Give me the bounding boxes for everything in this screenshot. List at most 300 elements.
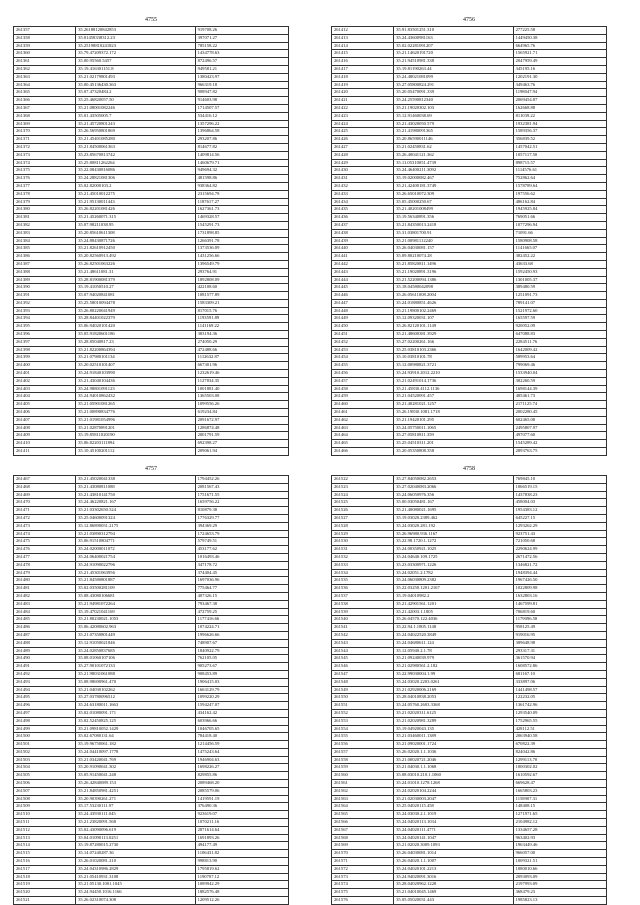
code-cell: 35.21.48611081.31 (76, 268, 195, 276)
code-cell: 35.23.03300971.1226 (394, 561, 513, 569)
code-cell: 35.91.83501251.310 (394, 27, 513, 35)
id-cell: 261385 (14, 245, 76, 253)
table-row (332, 377, 607, 385)
id-cell: 261542 (332, 631, 394, 639)
table-row (332, 787, 607, 795)
code-cell: 35.21.02179801493 (76, 73, 195, 81)
value-cell: 1193591.89 (195, 315, 288, 323)
code-cell: 35.24.91090022796 (76, 561, 195, 569)
table-row (14, 206, 289, 214)
value-cell: 1080010.66 (513, 865, 606, 873)
page-panel-3 (13, 463, 289, 905)
code-cell: 35.21.01981054996 (76, 416, 195, 424)
table-row (332, 670, 607, 678)
code-cell: 35.21.03890312794 (76, 530, 195, 538)
code-cell: 35.21.00890834776 (76, 409, 195, 417)
value-cell: 1698226.27 (195, 764, 288, 772)
id-cell: 261501 (14, 741, 76, 749)
value-cell: 1589356.37 (513, 128, 606, 136)
code-cell: 35.19.04920043.135 (394, 725, 513, 733)
table-row (332, 58, 607, 66)
table-row (332, 702, 607, 710)
id-cell: 261570 (332, 850, 394, 858)
table-row (332, 577, 607, 585)
page-panel-4 (331, 463, 607, 905)
table-row (332, 323, 607, 331)
value-cell: 2495807.97 (513, 424, 606, 432)
value-cell: 1946904.63 (195, 756, 288, 764)
value-cell: 664965.76 (513, 42, 606, 50)
code-cell: 35.22.03250.1201.2167 (394, 585, 513, 593)
code-cell: 35.25.04600091324 (76, 514, 195, 522)
id-cell: 261524 (332, 491, 394, 499)
id-cell: 261560 (332, 772, 394, 780)
id-cell: 261393 (14, 307, 76, 315)
code-cell: 35.00.03050481.167 (394, 499, 513, 507)
table-row (332, 764, 607, 772)
code-cell: 35.21.02020.3009.1093 (394, 842, 513, 850)
id-cell: 261545 (332, 655, 394, 663)
id-cell: 261568 (332, 834, 394, 842)
value-cell: 2081567.43 (195, 483, 288, 491)
value-cell: 1985823.13 (513, 897, 606, 905)
table-row (14, 27, 289, 35)
id-cell: 261428 (332, 151, 394, 159)
table-row (14, 811, 289, 819)
code-cell: 35.21.02870891201 (76, 424, 195, 432)
id-cell: 261380 (14, 206, 76, 214)
value-cell: 1932381.94 (513, 120, 606, 128)
code-cell: 35.24.48021081099 (394, 73, 513, 81)
table-row (14, 514, 289, 522)
id-cell: 261453 (332, 346, 394, 354)
id-cell: 261450 (332, 323, 394, 331)
code-cell: 35.21.80230021.1053 (76, 616, 195, 624)
table-row (14, 624, 289, 632)
value-cell: 345195.16 (513, 65, 606, 73)
table-row (14, 198, 289, 206)
id-cell: 261479 (14, 569, 76, 577)
value-cell: 645227.15 (513, 514, 606, 522)
code-cell: 35.24.94450.1016.1166 (76, 889, 195, 897)
id-cell: 261471 (14, 507, 76, 515)
value-cell: 481598.86 (195, 175, 288, 183)
value-cell: 428112.51 (513, 725, 606, 733)
code-cell: 35.24.05760.2603.3368 (394, 702, 513, 710)
value-cell: 998813.90 (195, 858, 288, 866)
code-cell: 35.24.25590812340 (394, 97, 513, 105)
value-cell: 1691893.26 (195, 834, 288, 842)
value-cell: 148408.15 (513, 803, 606, 811)
table-row (332, 89, 607, 97)
value-cell: 914603.98 (195, 97, 288, 105)
value-cell: 619234.84 (195, 409, 288, 417)
table-row (332, 733, 607, 741)
id-cell: 261486 (14, 624, 76, 632)
table-row (14, 34, 289, 42)
value-cell: 1127834.35 (195, 377, 288, 385)
table-row (14, 522, 289, 530)
code-cell: 35.24.04020113.1034 (394, 819, 513, 827)
value-cell: 389480.59 (513, 284, 606, 292)
value-cell: 938364.82 (195, 182, 288, 190)
id-cell: 261459 (332, 393, 394, 401)
table-row (332, 34, 607, 42)
value-cell: 958125.49 (513, 624, 606, 632)
table-row (14, 409, 289, 417)
table-row (332, 276, 607, 284)
value-cell: 1419591.19 (195, 795, 288, 803)
table-row (14, 748, 289, 756)
value-cell: 333897.06 (513, 678, 606, 686)
code-cell: 35.21.82610912450 (76, 245, 195, 253)
id-cell: 261525 (332, 499, 394, 507)
table-row (332, 530, 607, 538)
table-row (14, 323, 289, 331)
value-cell: 382452.22 (513, 253, 606, 261)
value-cell: 1578789.64 (513, 182, 606, 190)
value-cell: 1882576.48 (195, 889, 288, 897)
code-cell: 35.21.85820811.1496 (394, 260, 513, 268)
table-row (332, 819, 607, 827)
value-cell: 1795819.62 (195, 865, 288, 873)
id-cell: 261413 (332, 34, 394, 42)
table-row (332, 483, 607, 491)
id-cell: 261518 (14, 873, 76, 881)
id-cell: 261423 (332, 112, 394, 120)
code-cell: 35.26.82201081426 (76, 206, 195, 214)
code-cell: 35.21.05130.1001.1045 (76, 881, 195, 889)
table-row (14, 89, 289, 97)
id-cell: 261437 (332, 221, 394, 229)
code-cell: 35.24.28821081306 (76, 175, 195, 183)
code-cell: 35.08.01060107106 (76, 655, 195, 663)
id-cell: 261439 (332, 237, 394, 245)
value-cell: 2893763.75 (513, 448, 606, 456)
code-cell: 35.21.42400181.3749 (394, 182, 513, 190)
code-cell: 35.24.04680611.124 (394, 639, 513, 647)
id-cell: 261432 (332, 182, 394, 190)
value-cell: 603966.66 (195, 717, 288, 725)
id-cell: 261410 (14, 440, 76, 448)
table-row (332, 772, 607, 780)
id-cell: 261400 (14, 362, 76, 370)
code-cell: 35.04.01090113.0251 (76, 834, 195, 842)
value-cell: 1697036.96 (195, 577, 288, 585)
table-row (14, 772, 289, 780)
value-cell: 1583309.21 (195, 299, 288, 307)
table-row (14, 631, 289, 639)
table-row (14, 432, 289, 440)
id-cell: 261431 (332, 175, 394, 183)
table-row (14, 151, 289, 159)
id-cell: 261544 (332, 647, 394, 655)
table-row (14, 561, 289, 569)
value-cell: 669628.47 (513, 780, 606, 788)
value-cell: 908947.82 (195, 89, 288, 97)
value-cell: 919708.26 (195, 27, 288, 35)
id-cell: 261483 (14, 600, 76, 608)
table-row (14, 717, 289, 725)
code-cell: 35.07.94020841081 (76, 292, 195, 300)
id-cell: 261361 (14, 58, 76, 66)
table-row (14, 670, 289, 678)
id-cell: 261477 (14, 553, 76, 561)
value-cell: 1467599.81 (513, 600, 606, 608)
id-cell: 261490 (14, 655, 76, 663)
id-cell: 261445 (332, 284, 394, 292)
id-cell: 261365 (14, 89, 76, 97)
value-cell: 1460679.71 (195, 159, 288, 167)
id-cell: 261429 (332, 159, 394, 167)
value-cell: 1066519.15 (513, 483, 606, 491)
code-cell: 35.24.05750011.1065 (394, 424, 513, 432)
id-cell: 261409 (14, 432, 76, 440)
code-cell: 35.21.04520091.457 (394, 393, 513, 401)
table-row (14, 167, 289, 175)
id-cell: 261407 (14, 416, 76, 424)
code-cell: 35.21.09020001.1724 (394, 741, 513, 749)
code-cell: 35.12.05940.2.1.78 (394, 647, 513, 655)
id-cell: 261460 (332, 401, 394, 409)
value-cell: 1099220.29 (195, 694, 288, 702)
table-row (332, 143, 607, 151)
table-row (14, 331, 289, 339)
code-cell: 35.19.96750061.182 (76, 741, 195, 749)
value-cell: 1954383.12 (513, 507, 606, 515)
table-row (14, 440, 289, 448)
table-row (14, 865, 289, 873)
code-cell: 35.21.03420041.769 (76, 756, 195, 764)
value-cell: 197556.62 (513, 190, 606, 198)
code-cell: 35.21.45260071.315 (76, 214, 195, 222)
table-row (14, 377, 289, 385)
code-cell: 35.24.01880851.4626 (394, 299, 513, 307)
value-cell: 397071.27 (195, 34, 288, 42)
code-cell: 35.05.05020031.443 (394, 897, 513, 905)
value-cell: 762105.05 (195, 655, 288, 663)
id-cell: 261391 (14, 292, 76, 300)
value-cell: 905273.67 (195, 663, 288, 671)
id-cell: 261446 (332, 292, 394, 300)
code-cell: 35.24.06030809.2382 (394, 577, 513, 585)
id-cell: 261535 (332, 577, 394, 585)
value-cell: 817015.76 (195, 307, 288, 315)
code-cell: 35.21.45010012275 (76, 190, 195, 198)
id-cell: 261472 (14, 514, 76, 522)
code-cell: 35.22.08430816086 (76, 167, 195, 175)
value-cell: 1441498.57 (513, 686, 606, 694)
id-cell: 261420 (332, 89, 394, 97)
id-cell: 261448 (332, 307, 394, 315)
value-cell: 349463.76 (513, 81, 606, 89)
id-cell: 261455 (332, 362, 394, 370)
table-row (332, 97, 607, 105)
table-row (332, 889, 607, 897)
value-cell: 721050.68 (513, 538, 606, 546)
code-cell: 35.21.41980091365 (394, 128, 513, 136)
table-row (332, 694, 607, 702)
table-row (332, 104, 607, 112)
id-cell: 261362 (14, 65, 76, 73)
code-cell: 35.21.45020041338 (76, 476, 195, 484)
id-cell: 261498 (14, 717, 76, 725)
id-cell: 261438 (332, 229, 394, 237)
table-row (14, 245, 289, 253)
code-cell: 35.21.05410931.3108 (76, 873, 195, 881)
table-row (332, 440, 607, 448)
value-cell: 2290624.99 (513, 546, 606, 554)
table-row (14, 530, 289, 538)
id-cell: 261372 (14, 143, 76, 151)
code-cell: 35.07.47320484.2 (76, 89, 195, 97)
id-cell: 261405 (14, 401, 76, 409)
value-cell: 2315694.78 (195, 190, 288, 198)
code-cell: 35.26.19830.1081.1718 (394, 409, 513, 417)
code-cell: 35.24.04022520.3849 (394, 631, 513, 639)
value-cell: 1016493.46 (195, 553, 288, 561)
code-cell: 35.21.40080021.1695 (394, 507, 513, 515)
id-cell: 261530 (332, 538, 394, 546)
table-row (332, 362, 607, 370)
code-cell: 35.28.81900081379 (76, 276, 195, 284)
id-cell: 261375 (14, 167, 76, 175)
table-row (14, 756, 289, 764)
table-row (14, 237, 289, 245)
code-cell: 35.24.03030.2.1.1019 (394, 811, 513, 819)
code-cell: 35.02.02281091207 (394, 42, 513, 50)
code-cell: 35.21.02980561.2.182 (394, 663, 513, 671)
value-cell: 1141169.22 (195, 323, 288, 331)
value-cell: 799069.46 (513, 362, 606, 370)
code-cell: 35.24.02850837685 (76, 647, 195, 655)
code-cell: 35.12.09320031.107 (394, 315, 513, 323)
table-row (332, 507, 607, 515)
table-row (14, 346, 289, 354)
value-cell: 1396864.58 (195, 128, 288, 136)
table-row (332, 647, 607, 655)
table-row (14, 268, 289, 276)
table-row (14, 370, 289, 378)
id-cell: 261500 (14, 733, 76, 741)
code-cell: 35.24.03020.281.192 (394, 522, 513, 530)
value-cell: 389648.98 (513, 639, 606, 647)
code-cell: 35.19.03020.2389.462 (394, 514, 513, 522)
id-cell: 261536 (332, 585, 394, 593)
value-cell: 472488.66 (195, 346, 288, 354)
code-cell: 35.00.95560.5457 (76, 58, 195, 66)
value-cell: 1001881.40 (195, 385, 288, 393)
table-row (14, 639, 289, 647)
value-cell: 43633.68 (513, 260, 606, 268)
table-row (332, 409, 607, 417)
table-row (14, 424, 289, 432)
table-row (14, 112, 289, 120)
value-cell: 775464.77 (195, 585, 288, 593)
id-cell: 261417 (332, 65, 394, 73)
id-cell: 261463 (332, 424, 394, 432)
page-panel-2 (331, 14, 607, 456)
id-cell: 261509 (14, 803, 76, 811)
code-cell: 35.21.42003.1.1805 (394, 608, 513, 616)
value-cell: 647088.83 (513, 331, 606, 339)
id-cell: 261474 (14, 530, 76, 538)
value-cell: 1301005.37 (513, 276, 606, 284)
code-cell: 35.21.09810052.1429 (76, 725, 195, 733)
code-cell: 35.21.14620191720 (394, 50, 513, 58)
code-cell: 35.27.02040083.2066 (394, 483, 513, 491)
code-cell: 35.26188120842853 (76, 27, 195, 35)
table-row (14, 120, 289, 128)
table-row (14, 42, 289, 50)
value-cell: 407326.15 (195, 592, 288, 600)
code-cell: 35.26.05611008.2004 (394, 292, 513, 300)
code-cell: 35.11.05310051.4739 (394, 159, 513, 167)
id-cell: 261443 (332, 268, 394, 276)
value-cell: 422108.60 (195, 284, 288, 292)
code-cell: 35.26.04030081.1014 (394, 850, 513, 858)
code-cell: 35.09.80210074.28 (394, 253, 513, 261)
value-cell: 1545289.42 (513, 440, 606, 448)
table-row (14, 553, 289, 561)
value-cell: 1594247.07 (195, 702, 288, 710)
table-row (332, 850, 607, 858)
value-cell: 1521972.60 (513, 307, 606, 315)
value-cell: 2091672.97 (195, 416, 288, 424)
code-cell: 35.25.03810103.2366 (394, 346, 513, 354)
code-cell: 35.24.02000011072 (76, 546, 195, 554)
value-cell: 1396549.79 (195, 260, 288, 268)
table-row (332, 842, 607, 850)
value-cell: 2197993.09 (513, 881, 606, 889)
table-row (332, 299, 607, 307)
value-cell: 789141.07 (513, 299, 606, 307)
code-cell: 35.19.47021041169 (76, 608, 195, 616)
id-cell: 261532 (332, 553, 394, 561)
value-cell: 1665803.23 (513, 787, 606, 795)
code-cell: 35.28.04010838.2053 (394, 694, 513, 702)
table-row (14, 850, 289, 858)
table-row (332, 709, 607, 717)
value-cell: 1457042.51 (513, 143, 606, 151)
value-cell: 458004.03 (513, 499, 606, 507)
id-cell: 261554 (332, 725, 394, 733)
table-row (14, 647, 289, 655)
id-cell: 261367 (14, 104, 76, 112)
value-cell: 785158.22 (195, 42, 288, 50)
value-cell: 1469328.57 (195, 214, 288, 222)
value-cell: 1077296.94 (513, 221, 606, 229)
value-cell: 1365503.08 (195, 393, 288, 401)
table-row (332, 546, 607, 554)
id-cell: 261529 (332, 530, 394, 538)
value-cell: 1334657.28 (513, 826, 606, 834)
value-cell: 1057117.50 (513, 151, 606, 159)
table-row (332, 826, 607, 834)
code-cell: 35.21.43080811088 (76, 483, 195, 491)
code-cell: 35.27.02200261.166 (394, 338, 513, 346)
code-cell: 35.21.04010045.1469 (394, 889, 513, 897)
id-cell: 261514 (14, 842, 76, 850)
table-row (14, 616, 289, 624)
id-cell: 261388 (14, 268, 76, 276)
id-cell: 261551 (332, 702, 394, 710)
id-cell: 261386 (14, 253, 76, 261)
table-row (14, 499, 289, 507)
table-row (14, 221, 289, 229)
code-cell: 35.26.65010072.309 (394, 190, 513, 198)
id-cell: 261436 (332, 214, 394, 222)
